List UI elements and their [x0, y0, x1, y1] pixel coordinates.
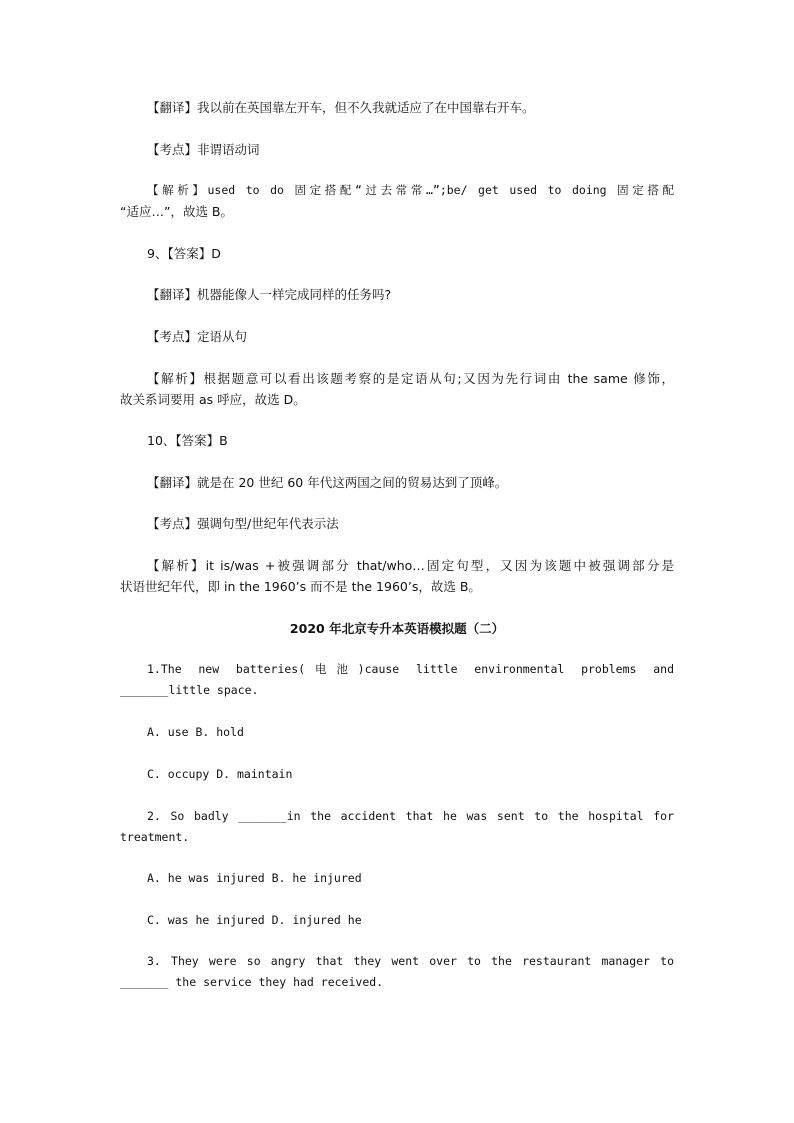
analysis-line-continued: 故关系词要用 as 呼应，故选 D。	[120, 392, 306, 407]
question-stem: 3. They were so angry that they went over to the restaurant manager to	[147, 954, 674, 968]
question-stem-continued: _______little space.	[120, 683, 259, 697]
translation-line: 【翻译】就是在 20 世纪 60 年代这两国之间的贸易达到了顶峰。	[147, 475, 508, 490]
answer-line: 9、【答案】D	[147, 246, 221, 261]
analysis-line: 【解析】used to do 固定搭配“过去常常…”;be/ get used to doing 固定搭配	[147, 183, 674, 197]
question-options: C. occupy D. maintain	[147, 767, 293, 781]
question-stem-continued: _______ the service they had received.	[120, 975, 384, 989]
exam-point-line: 【考点】非谓语动词	[147, 142, 260, 157]
answer-line: 10、【答案】B	[147, 433, 228, 448]
exam-title: 2020 年北京专升本英语模拟题（二）	[289, 621, 505, 636]
analysis-line: 【解析】根据题意可以看出该题考察的是定语从句;又因为先行词由 the same 修饰，	[147, 371, 674, 386]
question-options: A. he was injured B. he injured	[147, 871, 362, 885]
question-options: C. was he injured D. injured he	[147, 913, 362, 927]
exam-point-line: 【考点】定语从句	[147, 329, 248, 344]
question-options: A. use B. hold	[147, 725, 244, 739]
question-stem-continued: treatment.	[120, 830, 190, 844]
question-stem: 1.The new batteries(电池)cause little environmental problems and	[147, 662, 674, 676]
analysis-line: 【解析】it is/was +被强调部分 that/who…固定句型，又因为该题中被强调部分是	[147, 558, 674, 573]
exam-point-line: 【考点】强调句型/世纪年代表示法	[147, 516, 339, 531]
translation-line: 【翻译】我以前在英国靠左开车，但不久我就适应了在中国靠右开车。	[147, 100, 535, 115]
analysis-line-continued: 状语世纪年代，即 in the 1960’s 而不是 the 1960’s，故选 B。	[120, 579, 481, 594]
question-stem: 2. So badly _______in the accident that he was sent to the hospital for	[147, 809, 674, 823]
analysis-line-continued: “适应…”，故选 B。	[120, 204, 234, 219]
translation-line: 【翻译】机器能像人一样完成同样的任务吗?	[147, 287, 392, 302]
